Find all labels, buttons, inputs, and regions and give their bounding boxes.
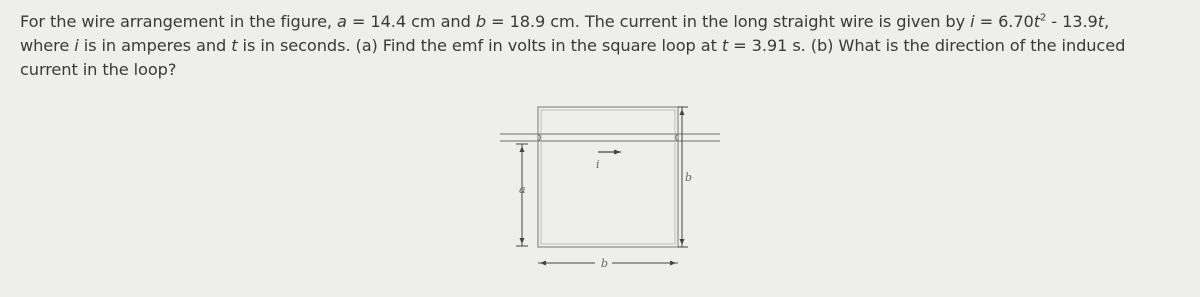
text: , — [1103, 12, 1110, 31]
text: = 18.9 cm. The current in the long straight wire is given by — [486, 12, 971, 31]
problem-statement — [20, 10, 1192, 82]
text: = 3.91 s. — [728, 36, 811, 55]
text: What is the direction of the induced — [833, 36, 1126, 55]
part-b-label: (b) — [810, 36, 834, 55]
part-a-label: (a) — [355, 36, 378, 55]
text: Find the emf in volts in the square loop at — [377, 36, 722, 55]
label-i: i — [596, 158, 600, 171]
variable-a: a — [337, 12, 347, 31]
wire-loop-figure — [480, 90, 740, 290]
variable-t: t — [1097, 12, 1104, 31]
square-loop — [538, 107, 678, 247]
text: is in amperes and — [78, 36, 232, 55]
text: For the wire arrangement in the figure, — [20, 12, 338, 31]
dimension-b-vertical — [678, 107, 692, 247]
variable-i: i — [970, 12, 975, 31]
label-b-right: b — [685, 171, 693, 184]
dimension-a — [516, 144, 528, 246]
variable-t: t — [1033, 12, 1040, 31]
variable-i: i — [74, 36, 79, 55]
text: where — [20, 36, 75, 55]
variable-t: t — [721, 36, 729, 55]
text: is in seconds. — [237, 36, 356, 55]
text: = 6.70 — [974, 12, 1034, 31]
variable-t: t — [231, 36, 238, 55]
exponent: 2 — [1039, 12, 1047, 24]
straight-wire — [500, 134, 720, 141]
dimension-b-horizontal — [538, 257, 678, 270]
text: = 14.4 cm and — [346, 12, 476, 31]
text: current in the loop? — [20, 60, 177, 79]
text: - 13.9 — [1046, 12, 1098, 31]
problem-line-1 — [20, 10, 1192, 34]
problem-line-2 — [20, 34, 1192, 58]
variable-b: b — [475, 12, 487, 31]
label-a: a — [519, 183, 526, 196]
current-arrow — [596, 152, 621, 171]
label-b-bottom: b — [601, 257, 609, 270]
problem-line-3 — [20, 58, 1192, 82]
